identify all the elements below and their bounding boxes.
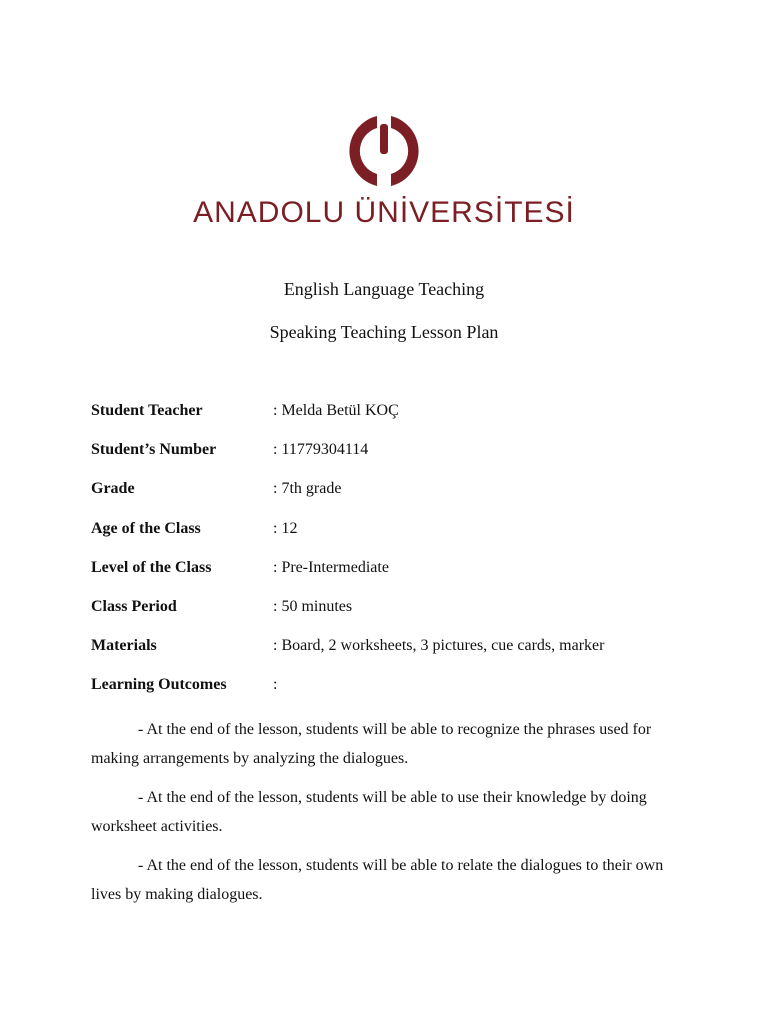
info-row-age	[91, 520, 691, 559]
learning-outcomes-list	[91, 715, 676, 919]
info-row-grade	[91, 480, 691, 519]
lesson-plan-title: Speaking Teaching Lesson Plan	[269, 322, 499, 342]
info-row-class-period	[91, 598, 691, 637]
outcome-item: - At the end of the lesson, students will be able to use their knowledge by doing worksheet activities.	[91, 789, 647, 835]
info-value: : 11779304114	[273, 441, 369, 459]
info-label: Grade	[91, 480, 135, 498]
info-label: Learning Outcomes	[91, 676, 227, 694]
info-value: : Pre-Intermediate	[273, 558, 389, 576]
info-value: :	[273, 676, 278, 694]
info-value: : 12	[273, 519, 298, 537]
info-value: : Board, 2 worksheets, 3 pictures, cue cards, marker	[273, 637, 605, 655]
info-label: Student Teacher	[91, 402, 203, 419]
info-value: : Melda Betül KOÇ	[273, 402, 399, 419]
university-name: ANADOLU ÜNİVERSİTESİ	[193, 196, 575, 229]
info-row-materials	[91, 637, 691, 676]
info-row-learning-outcomes	[91, 676, 691, 715]
info-row-student-teacher	[91, 402, 691, 441]
info-value: : 50 minutes	[273, 597, 353, 615]
info-label: Student’s Number	[91, 441, 217, 459]
info-label: Age of the Class	[91, 519, 201, 537]
university-emblem-icon	[339, 112, 429, 190]
outcome-item: - At the end of the lesson, students will be able to recognize the phrases used for making arrangements by analyzing the dialogues.	[91, 721, 652, 767]
info-label: Level of the Class	[91, 558, 212, 576]
info-value: : 7th grade	[273, 480, 342, 498]
lesson-info-table	[91, 402, 691, 716]
info-row-level	[91, 559, 691, 598]
info-label: Class Period	[91, 597, 177, 615]
outcome-item: - At the end of the lesson, students will be able to relate the dialogues to their own lives by making dialogues.	[91, 857, 664, 903]
department-title: English Language Teaching	[283, 279, 485, 299]
info-label: Materials	[91, 637, 157, 655]
university-logo	[0, 112, 768, 190]
info-row-student-number	[91, 441, 691, 480]
